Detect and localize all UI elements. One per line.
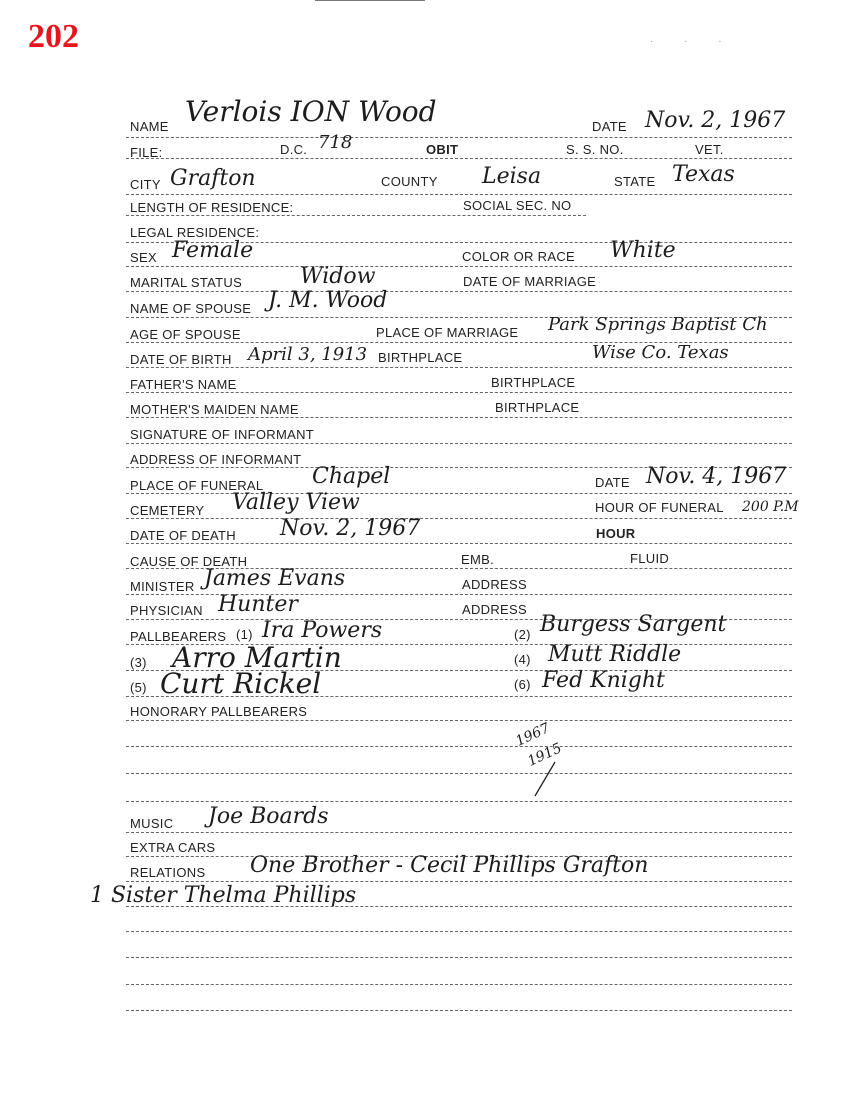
relations-line-1: One Brother - Cecil Phillips Grafton [250,853,649,878]
age-of-spouse-label: AGE OF SPOUSE [130,327,241,342]
cemetery-value: Valley View [232,490,360,515]
ss-no-label: S. S. NO. [566,142,624,157]
rule [126,367,792,368]
rule [126,801,792,802]
cause-of-death-label: CAUSE OF DEATH [130,554,248,569]
name-of-spouse-value: J. M. Wood [268,288,388,313]
fluid-label: FLUID [630,551,670,566]
rule [126,137,792,138]
date-of-birth-value: April 3, 1913 [248,344,368,365]
funeral-date-value: Nov. 4, 1967 [646,464,787,489]
date-of-death-value: Nov. 2, 1967 [280,516,421,541]
date-of-birth-label: DATE OF BIRTH [130,352,232,367]
hour-label: HOUR [596,526,636,541]
obit-label: OBIT [426,142,459,157]
rule [126,215,586,216]
rule [126,1010,792,1011]
pallbearer-2-value: Burgess Sargent [540,612,727,637]
color-or-race-label: COLOR OR RACE [462,249,575,264]
county-label: COUNTY [381,174,438,189]
hour-of-funeral-value: 200 P.M [742,499,799,515]
rule [126,881,792,882]
rule [126,158,792,159]
rule [126,266,792,267]
pallbearer-3-number: (3) [130,655,147,670]
rule [126,832,792,833]
date-of-death-label: DATE OF DEATH [130,528,236,543]
rule [126,493,792,494]
pallbearer-3-value: Arro Martin [172,641,342,674]
color-or-race-value: White [610,238,676,263]
rule [126,773,792,774]
address-of-informant-label: ADDRESS OF INFORMANT [130,452,302,467]
minister-value: James Evans [204,566,346,591]
physician-address-label: ADDRESS [462,602,527,617]
music-value: Joe Boards [208,804,329,829]
relations-label: RELATIONS [130,865,206,880]
sex-value: Female [172,238,254,263]
rule [126,518,792,519]
mothers-maiden-name-label: MOTHER'S MAIDEN NAME [130,402,299,417]
hour-of-funeral-label: HOUR OF FUNERAL [595,500,724,515]
rule [126,906,792,907]
place-of-funeral-label: PLACE OF FUNERAL [130,478,264,493]
pallbearer-4-number: (4) [514,652,531,667]
vet-label: VET. [695,142,724,157]
honorary-pallbearers-label: HONORARY PALLBEARERS [130,704,308,719]
rule [126,696,792,697]
calc-top: 1967 [513,720,553,750]
mother-birthplace-label: BIRTHPLACE [495,400,580,415]
pallbearer-5-value: Curt Rickel [160,667,322,700]
rule [126,957,792,958]
dc-value: 718 [318,132,353,153]
rule [126,417,792,418]
rule [126,443,792,444]
name-of-spouse-label: NAME OF SPOUSE [130,301,252,316]
calc-strike-line [505,700,575,810]
pallbearer-1-value: Ira Powers [262,618,383,643]
file-label: FILE: [130,145,163,160]
pallbearer-1-number: (1) [236,627,253,642]
city-value: Grafton [170,166,256,191]
length-of-residence-label: LENGTH OF RESIDENCE: [130,200,294,215]
date-value: Nov. 2, 1967 [645,108,786,133]
date-of-marriage-label: DATE OF MARRIAGE [463,274,597,289]
rule [126,194,792,195]
city-label: CITY [130,177,161,192]
rule [126,746,792,747]
physician-label: PHYSICIAN [130,603,203,618]
place-of-marriage-value: Park Springs Baptist Ch [548,314,768,335]
name-value: Verlois ION Wood [185,95,437,128]
rule [126,392,792,393]
state-value: Texas [672,162,735,187]
page-number: 202 [28,18,79,55]
pallbearers-label: PALLBEARERS [130,629,227,644]
rule [126,720,792,721]
extra-cars-label: EXTRA CARS [130,840,216,855]
marital-status-value: Widow [300,264,376,289]
funeral-date-label: DATE [595,475,630,490]
place-of-marriage-label: PLACE OF MARRIAGE [376,325,519,340]
county-value: Leisa [482,164,542,189]
rule [126,543,792,544]
sex-label: SEX [130,250,157,265]
pallbearer-4-value: Mutt Riddle [548,642,682,667]
cemetery-label: CEMETERY [130,503,205,518]
rule [126,931,792,932]
place-of-funeral-value: Chapel [312,464,391,489]
fathers-name-label: FATHER'S NAME [130,377,237,392]
signature-of-informant-label: SIGNATURE OF INFORMANT [130,427,315,442]
pallbearer-6-number: (6) [514,677,531,692]
dc-label: D.C. [280,142,308,157]
birthplace-label: BIRTHPLACE [378,350,463,365]
name-label: NAME [130,119,169,134]
social-sec-no-label: SOCIAL SEC. NO [463,198,572,213]
physician-value: Hunter [218,592,298,617]
minister-address-label: ADDRESS [462,577,527,592]
pallbearer-6-value: Fed Knight [542,668,665,693]
calc-bottom: 1915 [525,740,565,770]
birthplace-value: Wise Co. Texas [592,342,729,363]
minister-label: MINISTER [130,579,195,594]
relations-line-2: 1 Sister Thelma Phillips [90,883,357,908]
pallbearer-5-number: (5) [130,680,147,695]
legal-residence-label: LEGAL RESIDENCE: [130,225,260,240]
pallbearer-2-number: (2) [514,627,531,642]
father-birthplace-label: BIRTHPLACE [491,375,576,390]
music-label: MUSIC [130,816,174,831]
emb-label: EMB. [461,552,494,567]
scan-marks: · · · [650,36,736,47]
rule [126,984,792,985]
date-label: DATE [592,119,627,134]
state-label: STATE [614,174,656,189]
marital-status-label: MARITAL STATUS [130,275,243,290]
rule [126,291,792,292]
